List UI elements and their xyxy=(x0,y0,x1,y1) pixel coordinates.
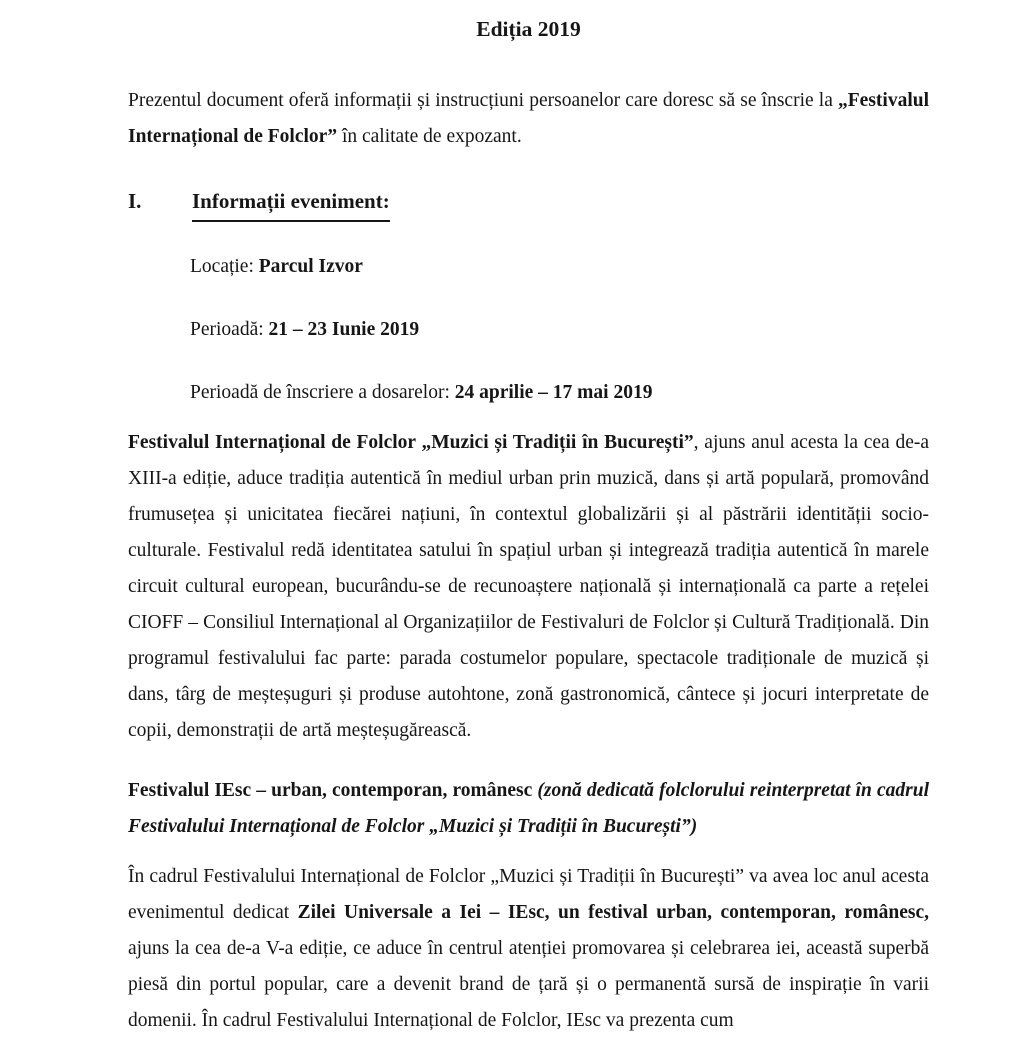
intro-text-after: în calitate de expozant. xyxy=(337,126,522,147)
iesc-title-bold: Festivalul IEsc – urban, contemporan, românesc xyxy=(128,780,538,801)
info-value: 21 – 23 Iunie 2019 xyxy=(268,319,420,340)
info-item-period xyxy=(128,312,929,348)
document-page xyxy=(128,0,929,1039)
info-value: Parcul Izvor xyxy=(258,256,363,277)
iesc-event-bold: Zilei Universale a Iei – IEsc, un festival urban, contemporan, românesc, xyxy=(297,902,929,923)
festival-body-text: , ajuns anul acesta la cea de-a XIII-a ediție, aduce tradiția autentică în mediul urban prin muzică, dans și artă populară, promovând frumusețea și unicitatea fiecărei națiuni, în contextul globalizării și al păstrării identității socio-culturale. Festivalul redă identitatea satului în spațiul urban și integrează tradiția autentică în marele circuit cultural european, bucurându-se de recunoaștere națională și internațională ca parte a rețelei CIOFF – Consiliul Internațional al Organizațiilor de Festivaluri de Folclor și Cultură Tradițională. Din programul festivalului fac parte: parada costumelor populare, spectacole tradiționale de muzică și dans, târg de meșteșuguri și produse autohtone, zonă gastronomică, cântece și jocuri interpretate de copii, demonstrații de artă meșteșugărească. xyxy=(128,432,929,741)
intro-text-before: Prezentul document oferă informații și instrucțiuni persoanelor care doresc să se înscrie la xyxy=(128,90,838,111)
section-heading-text: Informații eveniment: xyxy=(192,183,390,222)
festival-title-bold: Festivalul Internațional de Folclor „Muzici și Tradiții în București” xyxy=(128,432,694,453)
info-value: 24 aprilie – 17 mai 2019 xyxy=(454,382,653,403)
info-item-registration-period xyxy=(128,375,929,411)
page-title: Ediția 2019 xyxy=(476,17,581,41)
iesc-heading-paragraph xyxy=(128,773,929,845)
info-label: Perioadă: xyxy=(190,319,269,340)
section-heading-info xyxy=(128,183,929,222)
iesc-description-paragraph xyxy=(128,859,929,1039)
festival-name-bold: „Festivalul Internațional de Folclor” xyxy=(128,90,929,147)
festival-description-paragraph xyxy=(128,425,929,749)
intro-paragraph xyxy=(128,83,929,155)
info-label: Perioadă de înscriere a dosarelor: xyxy=(190,382,455,403)
iesc-title-italic: (zonă dedicată folclorului reinterpretat în cadrul Festivalului Internațional de Folclor „Muzici și Tradiții în București”) xyxy=(128,780,930,837)
iesc-text-after: ajuns la cea de-a V-a ediție, ce aduce în centrul atenției promovarea și celebrarea iei, această superbă piesă din portul popular, care a devenit brand de țară și o permanentă sursă de inspirație în varii domenii. În cadrul Festivalului Internațional de Folclor, IEsc va prezenta cum xyxy=(128,938,929,1031)
info-label: Locație: xyxy=(190,256,259,277)
info-item-location xyxy=(128,249,929,285)
iesc-text-before: În cadrul Festivalului Internațional de Folclor „Muzici și Tradiții în București” va avea loc anul acesta evenimentul dedicat xyxy=(128,866,929,923)
section-number: I. xyxy=(128,189,142,213)
